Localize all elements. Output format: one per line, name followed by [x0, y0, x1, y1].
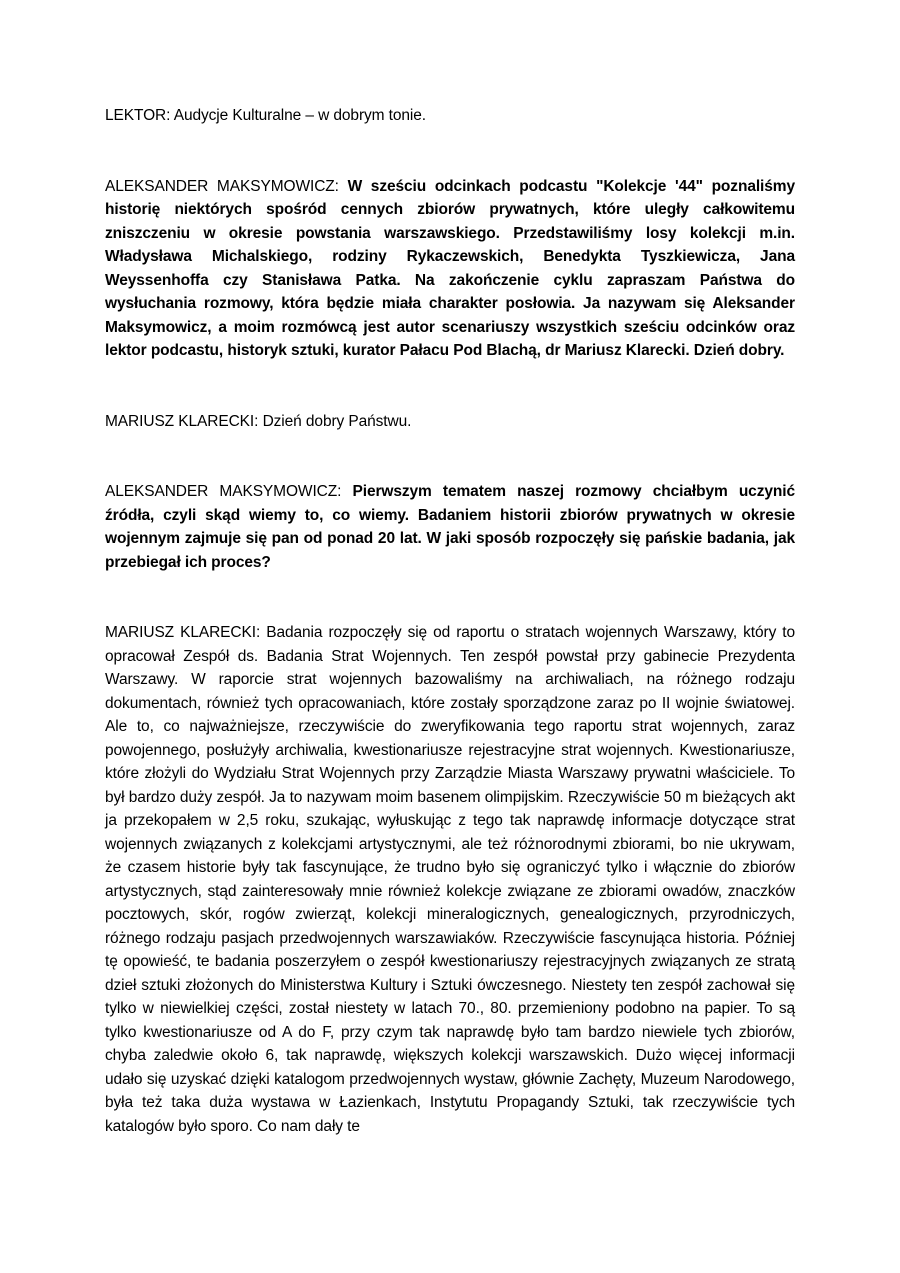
transcript-paragraph-maksymowicz-intro	[105, 175, 795, 363]
transcript-paragraph-maksymowicz-question	[105, 480, 795, 574]
speech-text: Pierwszym tematem naszej rozmowy chciałbym uczynić źródła, czyli skąd wiemy to, co wiemy. Badaniem historii zbiorów prywatnych w okresie wojennym zajmuje się pan od ponad 20 lat. W jaki sposób rozpoczęły się pańskie badania, jak przebiegał ich proces?	[105, 483, 795, 571]
speech-text: Audycje Kulturalne – w dobrym tonie.	[173, 107, 426, 124]
transcript-paragraph-klarecki-greeting	[105, 410, 795, 434]
speaker-label: MARIUSZ KLARECKI:	[105, 412, 259, 430]
speaker-label: ALEKSANDER MAKSYMOWICZ:	[105, 177, 339, 195]
speech-text: W sześciu odcinkach podcastu "Kolekcje '44" poznaliśmy historię niektórych spośród cennych zbiorów prywatnych, które uległy całkowitemu zniszczeniu w okresie powstania warszawskiego. Przedstawiliśmy losy kolekcji m.in. Władysława Michalskiego, rodziny Rykaczewskich, Benedykta Tyszkiewicza, Jana Weyssenhoffa czy Stanisława Patka. Na zakończenie cyklu zapraszam Państwa do wysłuchania rozmowy, która będzie miała charakter posłowia. Ja nazywam się Aleksander Maksymowicz, a moim rozmówcą jest autor scenariuszy wszystkich sześciu odcinków oraz lektor podcastu, historyk sztuki, kurator Pałacu Pod Blachą, dr Mariusz Klarecki. Dzień dobry.	[105, 177, 795, 359]
transcript-paragraph-lektor	[105, 104, 795, 128]
speaker-label: ALEKSANDER MAKSYMOWICZ:	[105, 483, 342, 500]
speech-text: Dzień dobry Państwu.	[262, 412, 412, 430]
transcript-paragraph-klarecki-answer	[105, 621, 795, 1138]
speech-text: Badania rozpoczęły się od raportu o stratach wojennych Warszawy, który to opracował Zespół ds. Badania Strat Wojennych. Ten zespół powstał przy gabinecie Prezydenta Warszawy. W raporcie strat wojennych bazowaliśmy na archiwaliach, na różnego rodzaju dokumentach, również tych opracowaniach, które zostały sporządzone zaraz po II wojnie światowej. Ale to, co najważniejsze, rzeczywiście do zweryfikowania tego raportu strat wojennych, zaraz powojennego, posłużyły archiwalia, kwestionariusze rejestracyjne strat wojennych. Kwestionariusze, które złożyli do Wydziału Strat Wojennych przy Zarządzie Miasta Warszawy prywatni właściciele. To był bardzo duży zespół. Ja to nazywam moim basenem olimpijskim. Rzeczywiście 50 m bieżących akt ja przekopałem w 2,5 roku, szukając, wyłuskując z tego tak naprawdę informacje dotyczące strat wojennych związanych z kolekcjami artystycznymi, ale też różnorodnymi zbiorami, bo nie ukrywam, że czasem historie były tak fascynujące, że trudno było się ograniczyć tylko i włącznie do zbiorów artystycznych, stąd zainteresowały mnie również kolekcje związane ze zbiorami owadów, znaczków pocztowych, skór, rogów zwierząt, kolekcji mineralogicznych, genealogicznych, przyrodniczych, różnego rodzaju pasjach przedwojennych warszawiaków. Rzeczywiście fascynująca historia. Później tę opowieść, te badania poszerzyłem o zespół kwestionariuszy rejestracyjnych związanych ze stratą dzieł sztuki złożonych do Ministerstwa Kultury i Sztuki ówczesnego. Niestety ten zespół zachował się tylko w niewielkiej części, został niestety w latach 70., 80. przemieniony podobno na papier. To są tylko kwestionariusze od A do F, przy czym tak naprawdę było tam bardzo niewiele tych zbiorów, chyba zaledwie około 6, tak naprawdę, większych kolekcji warszawskich. Dużo więcej informacji udało się uzyskać dzięki katalogom przedwojennych wystaw, głównie Zachęty, Muzeum Narodowego, była też taka duża wystawa w Łazienkach, Instytutu Propagandy Sztuki, tak rzeczywiście tych katalogów było sporo. Co nam dały te	[105, 624, 795, 1135]
speaker-label: LEKTOR:	[105, 107, 171, 124]
speaker-label: MARIUSZ KLARECKI:	[105, 624, 261, 641]
